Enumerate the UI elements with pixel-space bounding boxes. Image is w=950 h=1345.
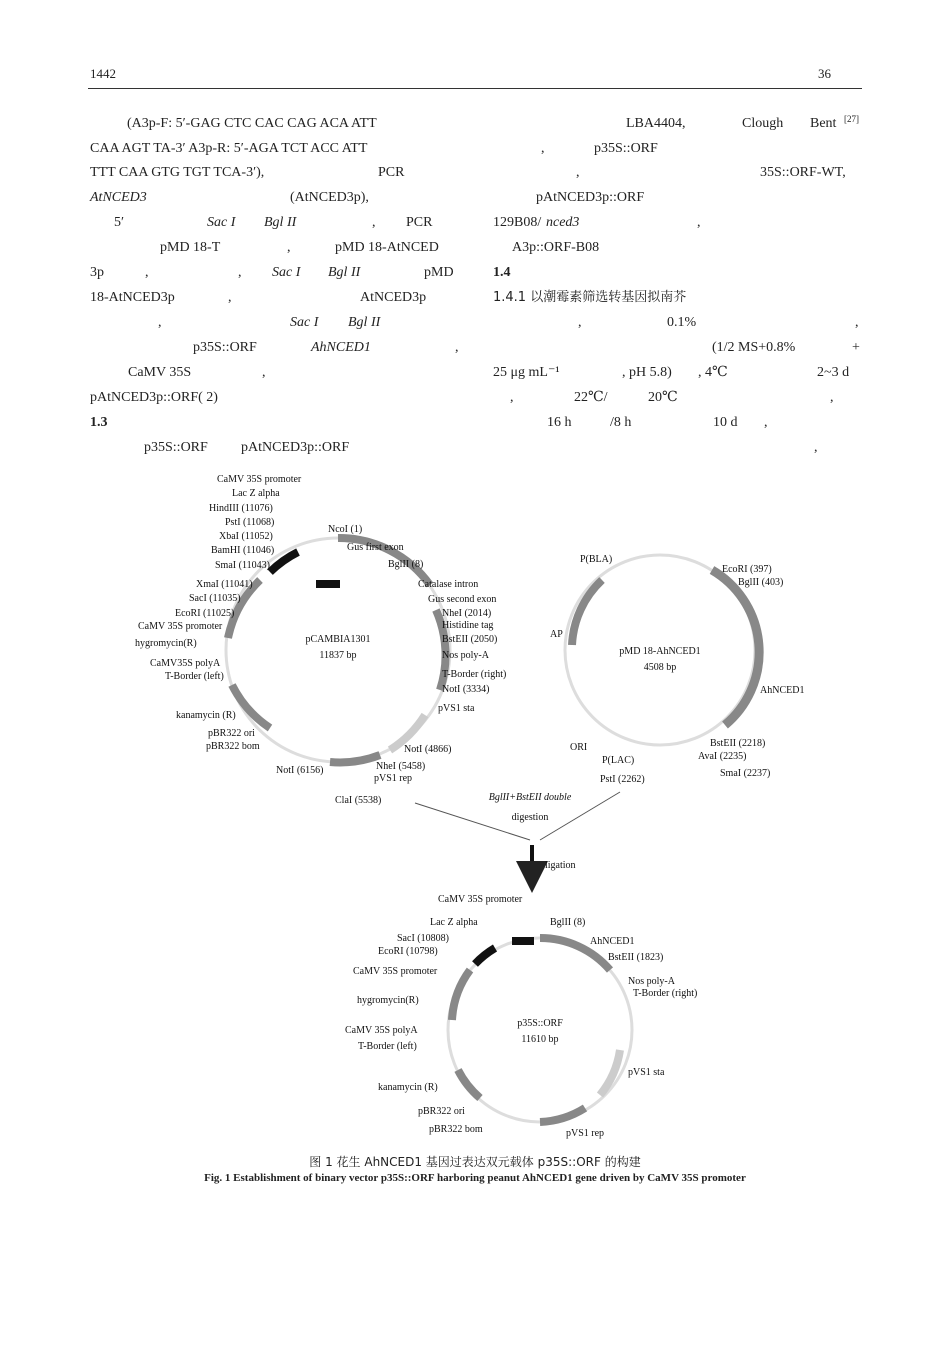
plasmid-feature-label: Lac Z alpha bbox=[430, 917, 478, 928]
plasmid-feature-label: EcoRI (10798) bbox=[378, 946, 438, 957]
plasmid-pcambia1301 bbox=[135, 474, 506, 806]
text-line: 0.1% bbox=[667, 315, 697, 330]
volume-number: 36 bbox=[818, 66, 831, 81]
plasmid-feature-label: AvaI (2235) bbox=[698, 751, 747, 762]
text-line: , bbox=[510, 390, 514, 405]
text-line: , bbox=[228, 290, 232, 305]
text-line: PCR bbox=[406, 215, 433, 230]
plasmid-feature-label: pVS1 rep bbox=[374, 773, 413, 784]
plasmid-feature-label: HindIII (11076) bbox=[209, 503, 273, 514]
plasmid-feature-label: BstEII (1823) bbox=[608, 952, 664, 963]
subsection-heading: 1.4.1 以潮霉素筛选转基因拟南芥 bbox=[493, 290, 687, 305]
plasmid-feature-label: NheI (5458) bbox=[376, 761, 426, 772]
text-line: , bbox=[814, 440, 818, 455]
text-line: , 4℃ bbox=[698, 365, 728, 380]
text-line: CaMV 35S bbox=[128, 365, 192, 380]
camv-promoter-segment bbox=[475, 948, 495, 964]
enzyme-name: Bgl II bbox=[328, 265, 361, 280]
plasmid-feature-label: kanamycin (R) bbox=[176, 710, 236, 721]
text-line: , bbox=[830, 390, 834, 405]
text-line: /8 h bbox=[610, 415, 632, 430]
text-line: , bbox=[697, 215, 701, 230]
plasmid-feature-label: XbaI (11052) bbox=[219, 531, 273, 542]
pvs1-rep-segment bbox=[540, 1108, 585, 1122]
plasmid-construction-figure bbox=[120, 470, 840, 1150]
ahnced1-segment bbox=[712, 570, 759, 725]
plasmid-feature-label: Catalase intron bbox=[418, 579, 479, 590]
plasmid-name: p35S::ORF bbox=[517, 1018, 563, 1029]
plasmid-feature-label: AhNCED1 bbox=[590, 936, 635, 947]
section-heading: 1.4 bbox=[493, 265, 511, 280]
plasmid-size: 11837 bp bbox=[319, 650, 357, 661]
ligation-label: ligation bbox=[545, 860, 576, 871]
digest-label: digestion bbox=[511, 812, 549, 823]
text-line: CAA AGT TA-3′ A3p-R: 5′-AGA TCT ACC ATT bbox=[90, 141, 368, 156]
text-line: , bbox=[855, 315, 859, 330]
plasmid-feature-label: SacI (11035) bbox=[189, 593, 241, 604]
plasmid-feature-label: NotI (3334) bbox=[442, 684, 490, 695]
plasmid-feature-label: BstEII (2218) bbox=[710, 738, 766, 749]
plasmid-feature-label: XmaI (11041) bbox=[196, 579, 253, 590]
plasmid-feature-label: T-Border (right) bbox=[442, 669, 507, 680]
text-line: , bbox=[576, 165, 580, 180]
text-line: (1/2 MS+0.8% bbox=[712, 340, 796, 355]
plasmid-feature-label: pBR322 bom bbox=[206, 741, 260, 752]
text-line: , pH 5.8) bbox=[622, 365, 672, 380]
header-rule bbox=[88, 88, 862, 89]
camv-promoter-arrow bbox=[316, 580, 340, 588]
enzyme-name: Sac I bbox=[272, 265, 301, 280]
text-line: p35S::ORF bbox=[144, 440, 208, 455]
plasmid-feature-label: SmaI (11043) bbox=[215, 560, 270, 571]
plasmid-feature-label: EcoRI (11025) bbox=[175, 608, 235, 619]
figure-caption-cn: 图 1 花生 AhNCED1 基因过表达双元载体 p35S::ORF 的构建 bbox=[309, 1155, 641, 1169]
plasmid-feature-label: PstI (11068) bbox=[225, 517, 275, 528]
hygromycin-segment bbox=[452, 970, 470, 1020]
citation: [27] bbox=[844, 114, 859, 124]
plasmid-feature-label: AhNCED1 bbox=[760, 685, 805, 696]
text-line: , bbox=[541, 141, 545, 156]
text-line: 5′ bbox=[114, 215, 125, 230]
plasmid-feature-label: T-Border (left) bbox=[165, 671, 224, 682]
text-line: , bbox=[158, 315, 162, 330]
plasmid-feature-label: CaMV 35S promoter bbox=[353, 966, 438, 977]
text-line: 16 h bbox=[547, 415, 572, 430]
text-line: (A3p-F: 5′-GAG CTC CAC CAG ACA ATT bbox=[127, 116, 377, 131]
text-line: , bbox=[455, 340, 459, 355]
text-line: , bbox=[372, 215, 376, 230]
enzyme-name: Bgl II bbox=[264, 215, 297, 230]
plasmid-feature-label: P(BLA) bbox=[580, 554, 613, 565]
plasmid-feature-label: Nos poly-A bbox=[442, 650, 489, 661]
plasmid-size: 11610 bp bbox=[521, 1034, 559, 1045]
plasmid-feature-label: BstEII (2050) bbox=[442, 634, 498, 645]
plasmid-feature-label: pBR322 ori bbox=[418, 1106, 465, 1117]
figure-caption-en: Fig. 1 Establishment of binary vector p35S::ORF harboring peanut AhNCED1 gene driven by CaMV 35S promoter bbox=[204, 1172, 746, 1184]
plasmid-name: pMD 18-AhNCED1 bbox=[619, 646, 701, 657]
page-number: 1442 bbox=[90, 66, 116, 81]
plasmid-feature-label: NotI (4866) bbox=[404, 744, 452, 755]
text-line: , bbox=[287, 240, 291, 255]
text-line: , bbox=[578, 315, 582, 330]
plasmid-feature-label: pVS1 sta bbox=[628, 1067, 665, 1078]
plasmid-feature-label: kanamycin (R) bbox=[378, 1082, 438, 1093]
text-line: (AtNCED3p), bbox=[290, 190, 369, 205]
text-line: 35S::ORF-WT, bbox=[760, 165, 846, 180]
text-line: 10 d bbox=[713, 415, 738, 430]
text-line: p35S::ORF bbox=[594, 141, 658, 156]
plasmid-feature-label: hygromycin(R) bbox=[357, 995, 419, 1006]
plasmid-feature-label: hygromycin(R) bbox=[135, 638, 197, 649]
text-line: 129B08/ bbox=[493, 215, 542, 230]
text-line: 25 μg mL⁻¹ bbox=[493, 365, 560, 380]
text-line: LBA4404, bbox=[626, 116, 686, 131]
plasmid-feature-label: T-Border (right) bbox=[633, 988, 698, 999]
plasmid-p35s-orf bbox=[345, 894, 697, 1139]
text-line: pMD 18-T bbox=[160, 240, 221, 255]
text-line: TTT CAA GTG TGT TCA-3′), bbox=[90, 165, 265, 180]
plasmid-feature-label: EcoRI (397) bbox=[722, 564, 772, 575]
text-line: , bbox=[145, 265, 149, 280]
plasmid-feature-label: NotI (6156) bbox=[276, 765, 324, 776]
plasmid-feature-label: P(LAC) bbox=[602, 755, 635, 766]
digest-label: BglII+BstEII double bbox=[488, 792, 572, 803]
text-line: AtNCED3p bbox=[360, 290, 427, 305]
plasmid-feature-label: pVS1 rep bbox=[566, 1128, 605, 1139]
text-line: pMD bbox=[424, 265, 454, 280]
text-line: p35S::ORF bbox=[193, 340, 257, 355]
plasmid-feature-label: Nos poly-A bbox=[628, 976, 675, 987]
pvs1-rep-segment bbox=[330, 755, 380, 762]
plasmid-feature-label: pVS1 sta bbox=[438, 703, 475, 714]
text-line: Clough bbox=[742, 116, 784, 131]
text-line: 3p bbox=[90, 265, 104, 280]
plasmid-feature-label: BglII (8) bbox=[388, 559, 424, 570]
plasmid-feature-label: NheI (2014) bbox=[442, 608, 492, 619]
text-line: pAtNCED3p::ORF bbox=[536, 190, 645, 205]
gene-name: AhNCED1 bbox=[311, 340, 371, 355]
section-heading: 1.3 bbox=[90, 415, 108, 430]
plasmid-name: pCAMBIA1301 bbox=[305, 634, 371, 645]
text-line: A3p::ORF-B08 bbox=[512, 240, 600, 255]
plasmid-feature-label: PstI (2262) bbox=[600, 774, 645, 785]
text-line: + bbox=[852, 340, 860, 355]
kanamycin-segment bbox=[458, 1070, 480, 1098]
plasmid-feature-label: SacI (10808) bbox=[397, 933, 449, 944]
text-line: pMD 18-AtNCED bbox=[335, 240, 439, 255]
plasmid-feature-label: CaMV 35S promoter bbox=[217, 474, 302, 485]
plasmid-pmd18-ahnced1 bbox=[550, 554, 804, 785]
text-line: , bbox=[238, 265, 242, 280]
plasmid-feature-label: pBR322 bom bbox=[429, 1124, 483, 1135]
text-line: 2~3 d bbox=[817, 365, 850, 380]
text-line: 22℃/ bbox=[574, 390, 608, 405]
plasmid-feature-label: AP bbox=[550, 629, 563, 640]
plasmid-feature-label: ClaI (5538) bbox=[335, 795, 382, 806]
plasmid-feature-label: T-Border (left) bbox=[358, 1041, 417, 1052]
text-line: , bbox=[764, 415, 768, 430]
plasmid-feature-label: Gus first exon bbox=[347, 542, 404, 553]
plasmid-feature-label: SmaI (2237) bbox=[720, 768, 771, 779]
plasmid-feature-label: CaMV35S polyA bbox=[150, 658, 221, 669]
text-line: PCR bbox=[378, 165, 405, 180]
enzyme-name: Bgl II bbox=[348, 315, 381, 330]
plasmid-feature-label: NcoI (1) bbox=[328, 524, 363, 535]
text-line: pAtNCED3p::ORF bbox=[241, 440, 350, 455]
text-line: Bent bbox=[810, 116, 837, 131]
plasmid-feature-label: BglII (403) bbox=[738, 577, 784, 588]
text-line: pAtNCED3p::ORF( 2) bbox=[90, 390, 218, 405]
text-line: , bbox=[262, 365, 266, 380]
gene-name: AtNCED3 bbox=[90, 190, 147, 205]
plasmid-size: 4508 bp bbox=[643, 662, 677, 673]
plasmid-feature-label: CaMV 35S polyA bbox=[345, 1025, 418, 1036]
plasmid-labels bbox=[345, 894, 697, 1139]
plasmid-feature-label: Histidine tag bbox=[442, 620, 494, 631]
plasmid-feature-label: pBR322 ori bbox=[208, 728, 255, 739]
plasmid-feature-label: BglII (8) bbox=[550, 917, 586, 928]
gene-name: nced3 bbox=[546, 215, 580, 230]
plasmid-feature-label: ORI bbox=[570, 742, 588, 753]
camv-promoter-arrow bbox=[512, 937, 534, 945]
plasmid-feature-label: Gus second exon bbox=[428, 594, 497, 605]
text-line: 20℃ bbox=[648, 390, 678, 405]
enzyme-name: Sac I bbox=[290, 315, 319, 330]
plasmid-feature-label: CaMV 35S promoter bbox=[438, 894, 523, 905]
plasmid-feature-label: BamHI (11046) bbox=[211, 545, 275, 556]
plasmid-feature-label: CaMV 35S promoter bbox=[138, 621, 223, 632]
plasmid-feature-label: Lac Z alpha bbox=[232, 488, 280, 499]
enzyme-name: Sac I bbox=[207, 215, 236, 230]
text-line: 18-AtNCED3p bbox=[90, 290, 175, 305]
